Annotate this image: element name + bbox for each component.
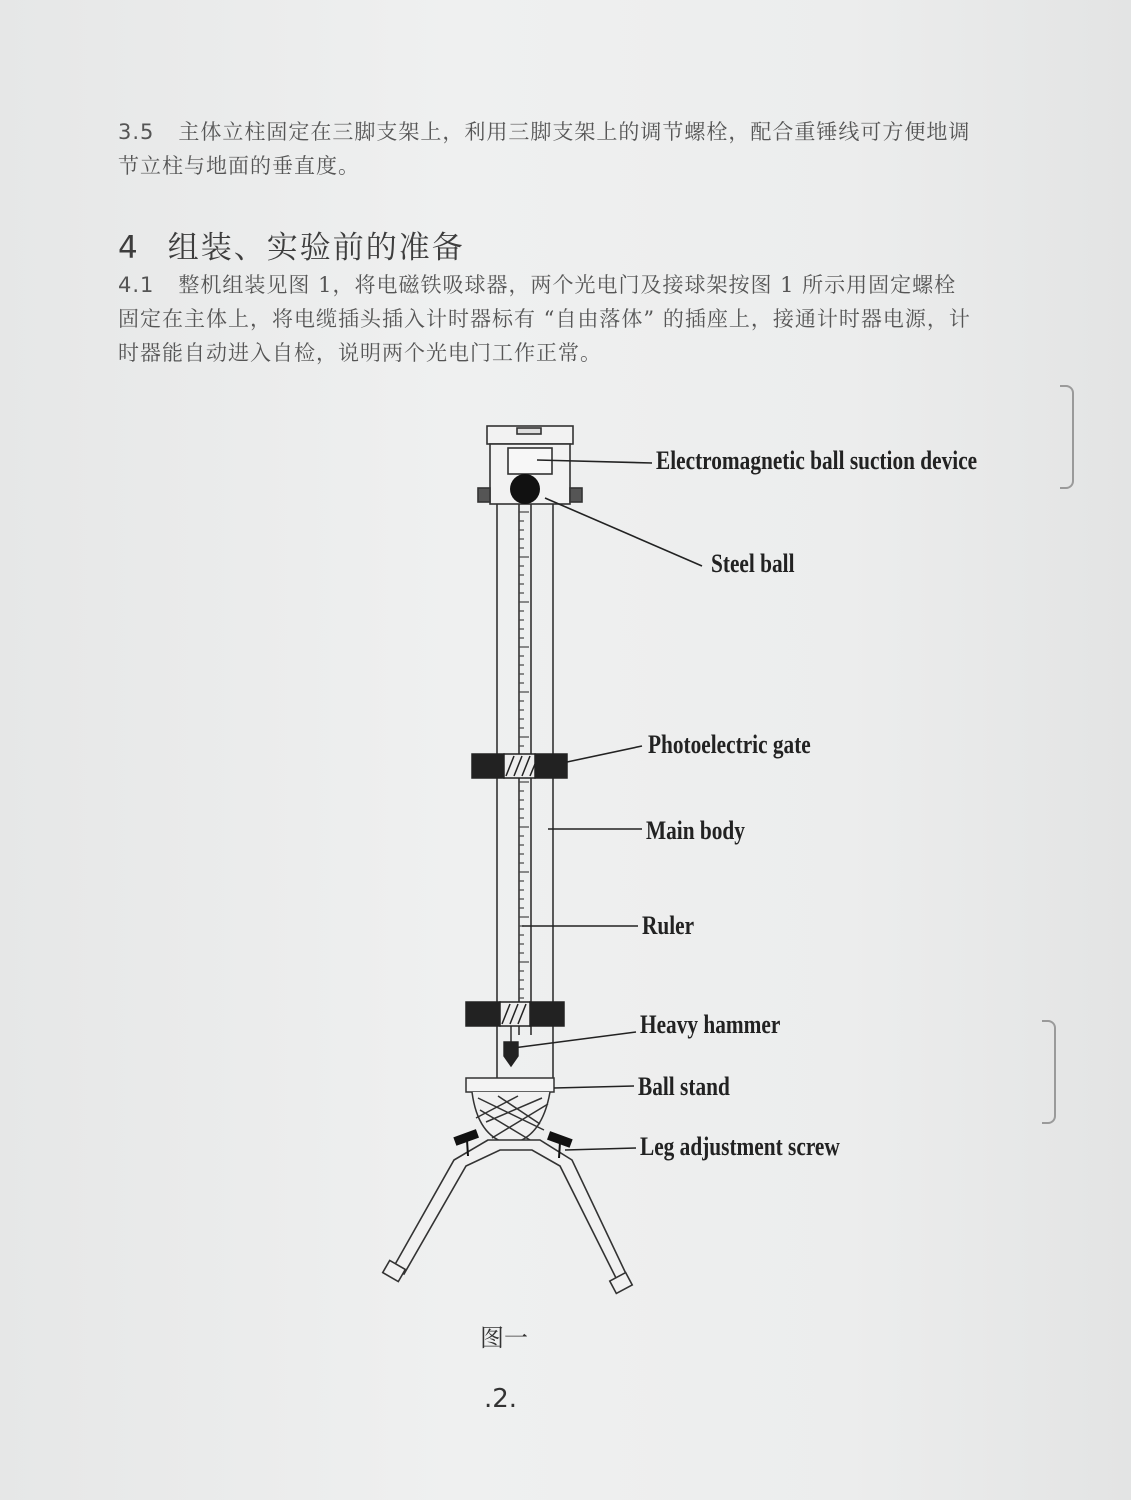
section-4-number: 4 — [118, 230, 140, 266]
section-4-1-number: 4.1 — [118, 273, 155, 297]
tripod-base — [383, 1140, 633, 1293]
label-photoelectric-gate: Photoelectric gate — [648, 730, 811, 759]
label-electromagnetic-device: Electromagnetic ball suction device — [656, 446, 978, 475]
leader-lines — [513, 460, 702, 1150]
heavy-hammer — [504, 1026, 518, 1066]
label-ruler: Ruler — [642, 911, 695, 940]
label-ball-stand: Ball stand — [638, 1072, 730, 1101]
section-4-title: 组装、实验前的准备 — [167, 230, 465, 266]
photo-gate-lower — [466, 1002, 564, 1026]
ball-stand — [466, 1078, 554, 1144]
binding-staple-lower — [1042, 1020, 1056, 1124]
label-main-body: Main body — [646, 816, 745, 845]
photo-gate-upper — [472, 754, 567, 778]
figure-caption: 图一 — [480, 1324, 528, 1352]
label-steel-ball: Steel ball — [711, 549, 795, 578]
label-leg-adjustment-screw: Leg adjustment screw — [640, 1132, 840, 1161]
section-3-5-text: 主体立柱固定在三脚支架上，利用三脚支架上的调节螺栓，配合重锤线可方便地调节立柱与地面的垂直度。 — [118, 120, 971, 178]
label-heavy-hammer: Heavy hammer — [640, 1010, 781, 1039]
section-3-5-number: 3.5 — [118, 120, 155, 144]
binding-staple-upper — [1060, 385, 1074, 489]
page-number: .2. — [484, 1384, 518, 1414]
section-4-1-text: 整机组装见图 1，将电磁铁吸球器，两个光电门及接球架按图 1 所示用固定螺栓固定在主体上，将电缆插头插入计时器标有 “自由落体” 的插座上，接通计时器电源，计时器能自动进入自检，说明两个光电门工作正常。 — [118, 273, 971, 365]
steel-ball-shape — [510, 474, 540, 504]
